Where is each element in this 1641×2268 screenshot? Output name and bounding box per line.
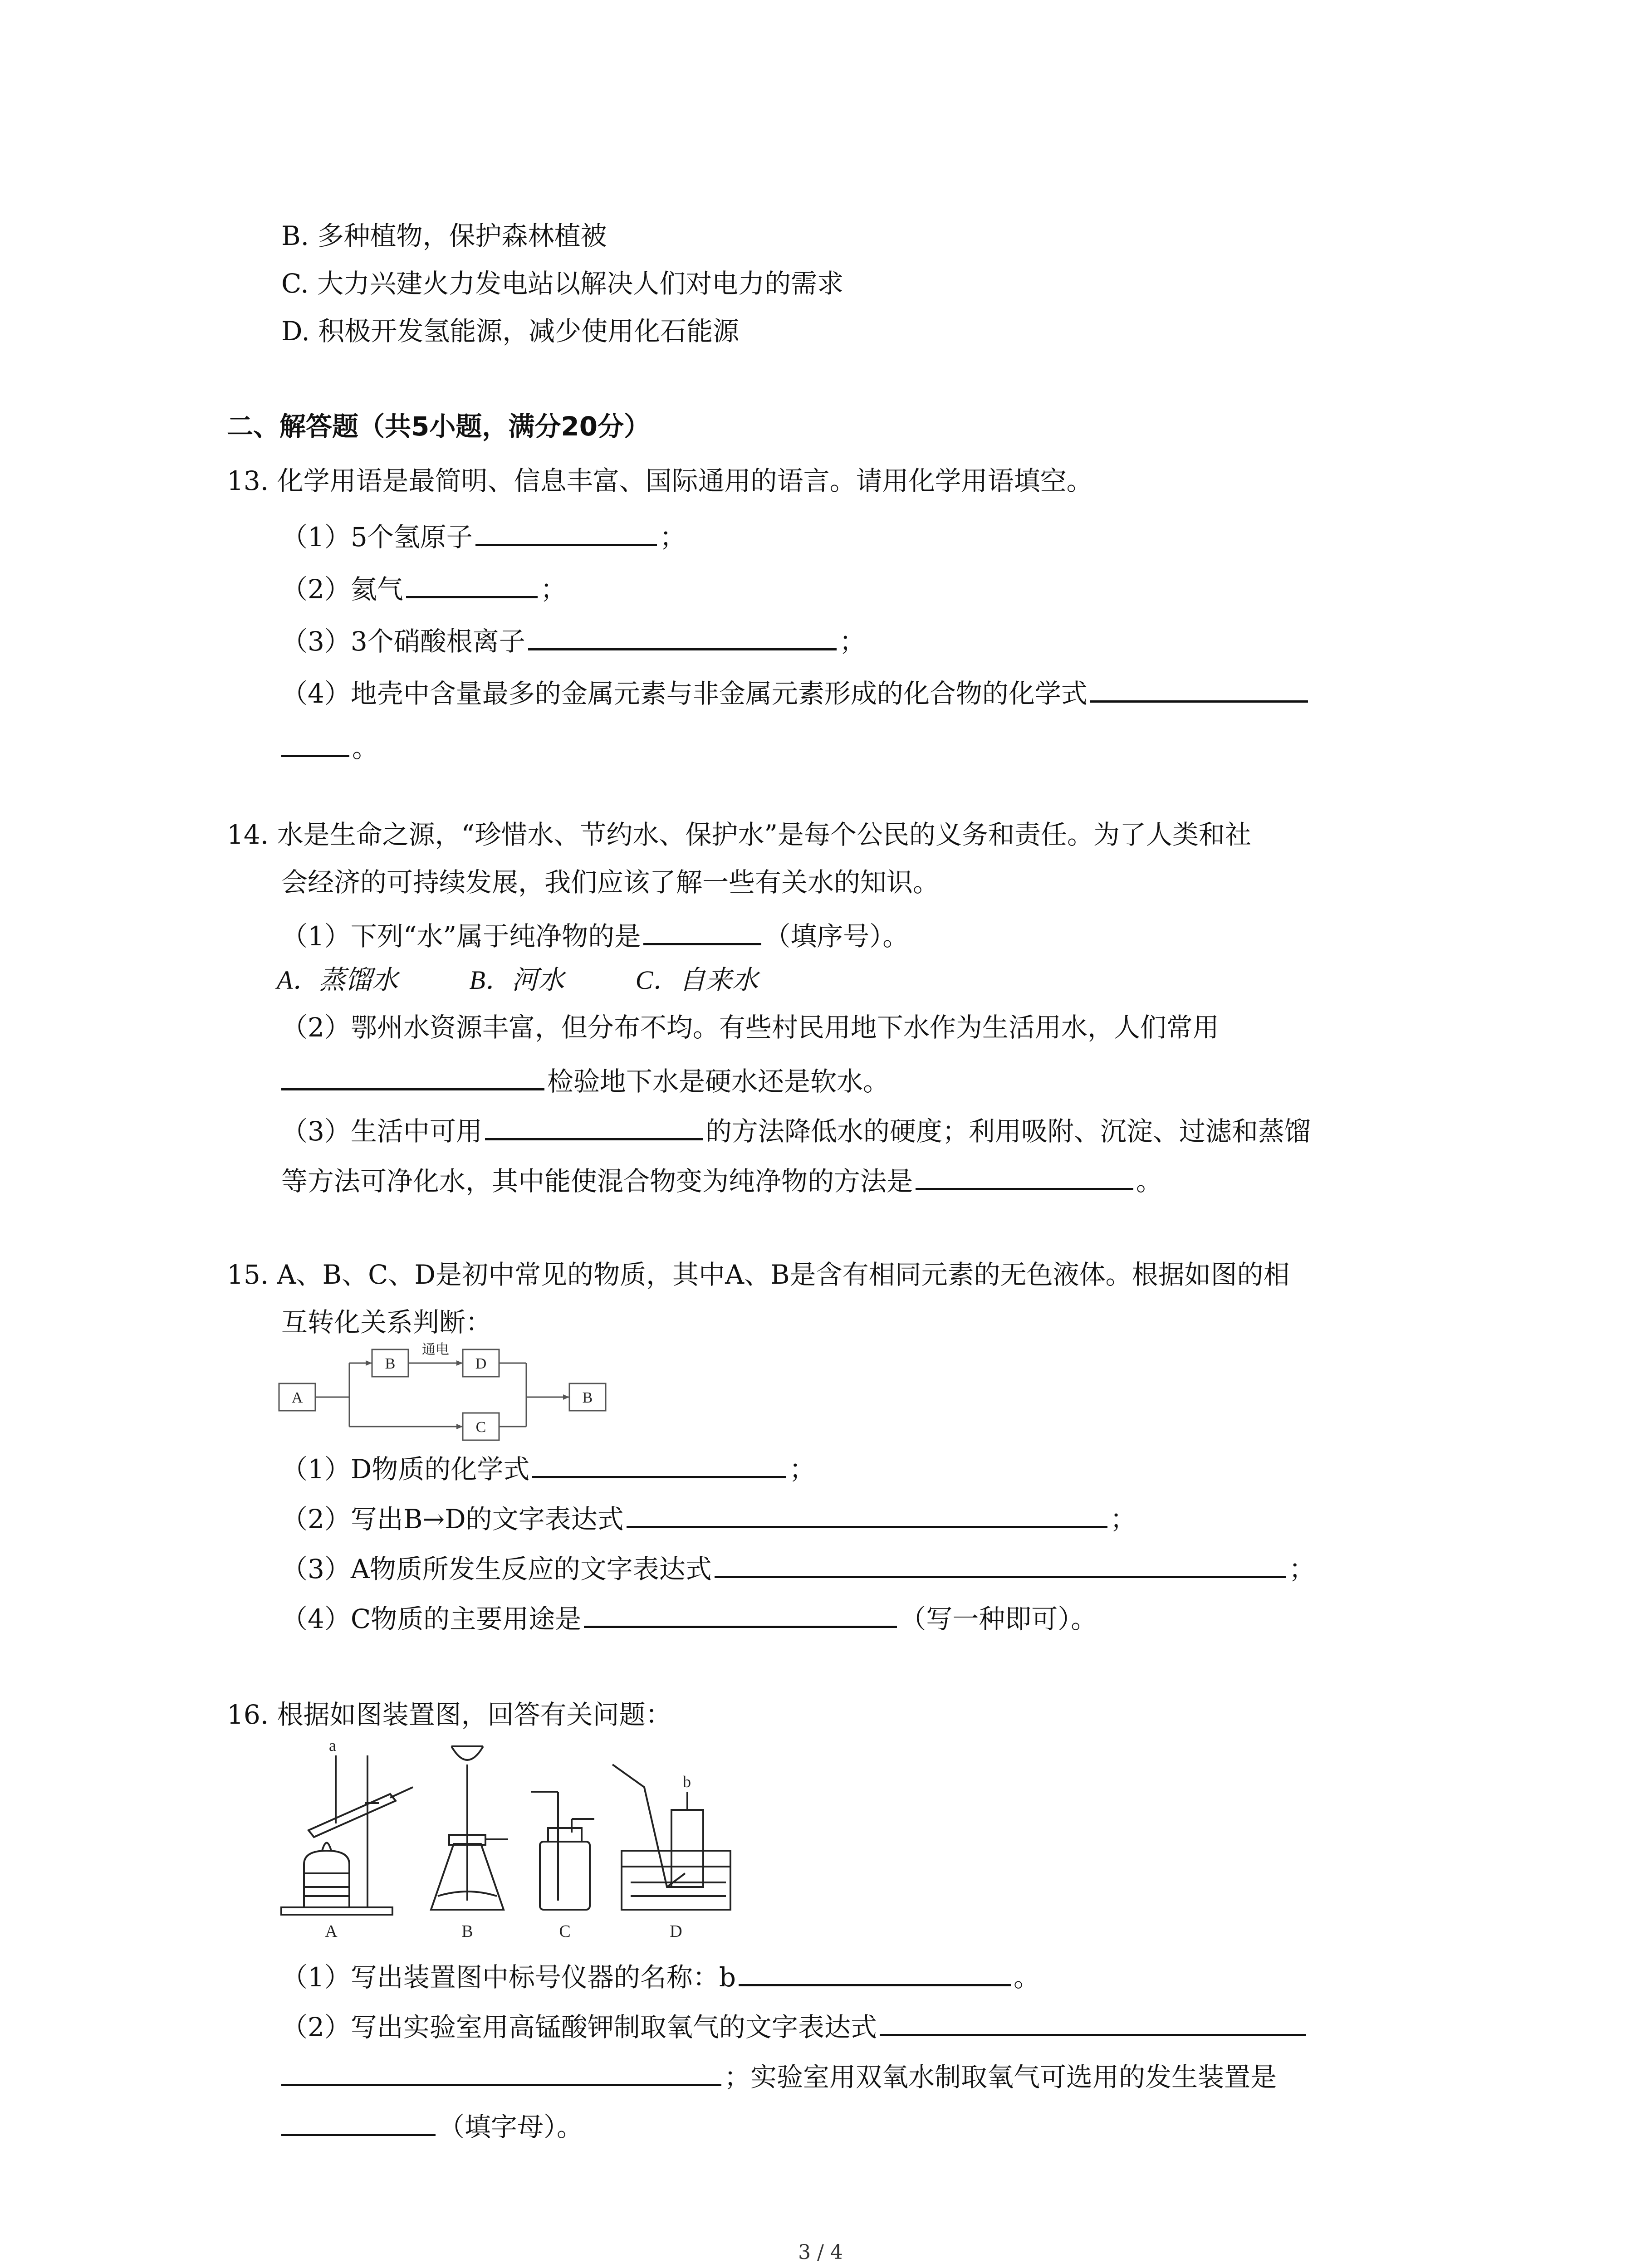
- q13-part1: （1）5个氢原子 ；: [281, 515, 686, 555]
- q15-transformation-diagram: [272, 1338, 617, 1442]
- label-electrolysis: 通电: [422, 1342, 449, 1358]
- q13-part4-continued: 。: [281, 726, 378, 766]
- label-d: D: [475, 1355, 487, 1372]
- label-apparatus-a: A: [325, 1922, 338, 1941]
- q15-part3: （3）A物质所发生反应的文字表达式 ；: [281, 1547, 1315, 1587]
- q12-option-b: B. 多种植物，保护森林植被: [281, 220, 607, 251]
- q14-stem-line1: 14. 水是生命之源，“珍惜水、节约水、保护水”是每个公民的义务和责任。为了人类和社: [227, 819, 1251, 850]
- q14-option-b: B．河水: [469, 965, 564, 995]
- label-c: C: [475, 1419, 486, 1436]
- q14-option-c: C．自来水: [635, 965, 759, 995]
- q13-part4: （4）地壳中含量最多的金属元素与非金属元素形成的化合物的化学式: [281, 671, 1311, 712]
- q14-stem-line2: 会经济的可持续发展，我们应该了解一些有关水的知识。: [281, 867, 940, 898]
- q16-part1: （1）写出装置图中标号仪器的名称：b 。: [281, 1955, 1040, 1995]
- q16-part2: （2）写出实验室用高锰酸钾制取氧气的文字表达式: [281, 2005, 1309, 2045]
- label-apparatus-d: D: [670, 1922, 682, 1941]
- q13-part2: （2）氦气 ；: [281, 567, 567, 607]
- q14-part2: （2）鄂州水资源丰富，但分布不均。有些村民用地下水作为生活用水，人们常用: [281, 1012, 1219, 1043]
- label-b2: B: [582, 1389, 593, 1406]
- q15-stem-line2: 互转化关系判断：: [281, 1307, 492, 1338]
- label-b: B: [385, 1355, 396, 1372]
- q15-part4: （4）C物质的主要用途是 （写一种即可）。: [281, 1597, 1097, 1637]
- q15-stem-line1: 15. A、B、C、D是初中常见的物质，其中A、B是含有相同元素的无色液体。根据如图的相: [227, 1259, 1290, 1290]
- q13-stem: 13. 化学用语是最简明、信息丰富、国际通用的语言。请用化学用语填空。: [227, 465, 1093, 496]
- label-apparatus-c: C: [559, 1922, 571, 1941]
- q16-part2-end: （填字母）。: [281, 2105, 583, 2145]
- page-number: 3 / 4: [798, 2241, 843, 2264]
- label-b-marker: b: [683, 1773, 691, 1791]
- q16-apparatus-diagram: [277, 1737, 798, 1946]
- q16-part2-continued: ；实验室用双氧水制取氧气可选用的发生装置是: [281, 2055, 1277, 2095]
- q15-part1: （1）D物质的化学式 ；: [281, 1447, 815, 1487]
- label-a: A: [291, 1389, 303, 1406]
- q14-part1: （1）下列“水”属于纯净物的是 （填序号）。: [281, 914, 909, 954]
- section-title: 二、解答题（共5小题，满分20分）: [227, 411, 651, 442]
- q12-option-d: D. 积极开发氢能源，减少使用化石能源: [281, 316, 740, 347]
- q14-part3-continued: 等方法可净化水，其中能使混合物变为纯净物的方法是 。: [281, 1159, 1162, 1199]
- q14-options: [277, 962, 758, 998]
- q14-option-a: A．蒸馏水: [277, 965, 398, 995]
- label-apparatus-b: B: [461, 1922, 473, 1941]
- q15-part2: （2）写出B→D的文字表达式 ；: [281, 1497, 1136, 1537]
- q14-part2-continued: 检验地下水是硬水还是软水。: [281, 1059, 889, 1100]
- label-a-marker: a: [329, 1737, 336, 1755]
- q13-part3: （3）3个硝酸根离子 ；: [281, 619, 866, 660]
- q12-option-c: C. 大力兴建火力发电站以解决人们对电力的需求: [281, 268, 844, 299]
- q14-part3: （3）生活中可用 的方法降低水的硬度；利用吸附、沉淀、过滤和蒸馏: [281, 1109, 1311, 1149]
- q16-stem: 16. 根据如图装置图，回答有关问题：: [227, 1699, 672, 1730]
